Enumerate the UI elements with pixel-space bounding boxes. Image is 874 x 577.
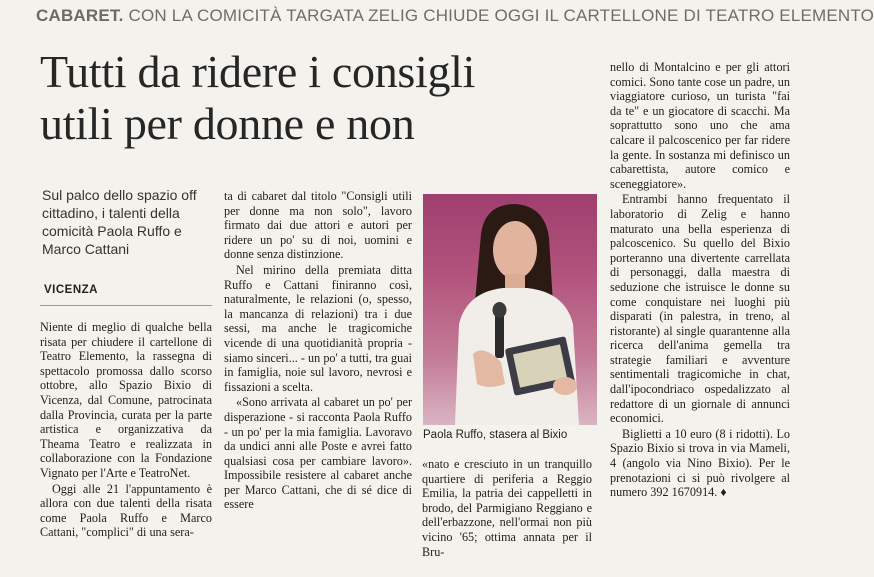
- article-headline: [40, 46, 600, 150]
- text-column-2: [224, 189, 412, 513]
- headline-line-1: Tutti da ridere i consigli: [40, 46, 476, 97]
- text-column-1: [40, 320, 212, 541]
- article-subtitle: Sul palco dello spazio off cittadino, i talenti della comicità Paola Ruffo e Marco Cattani: [42, 187, 197, 257]
- photo-illustration: [423, 194, 597, 425]
- paragraph: nello di Montalcino e per gli attori comici. Sono tante cose un padre, un viaggiatore curioso, un turista "fai da te" e un giocatore di scacchi. Ma soprattutto sono uno che ama calcare il palcoscenico per far ridere la gente. In sostanza mi definisco un cabarettista, autore comico e sceneggiatore».: [610, 60, 790, 191]
- headline-line-2: utili per donne e non: [40, 98, 415, 149]
- paragraph: ta di cabaret dal titolo "Consigli utili per donne ma non solo", lavoro firmato dai due attori e autori per ridere un po' su di noi, uomini e donne senza distinzione.: [224, 189, 412, 262]
- dateline: VICENZA: [44, 284, 98, 296]
- kicker-text: CON LA COMICITÀ TARGATA ZELIG CHIUDE OGGI IL CARTELLONE DI TEATRO ELEMENTO: [128, 6, 874, 25]
- text-column-3: [422, 457, 592, 560]
- paragraph: Niente di meglio di qualche bella risata per chiudere il cartellone di Teatro Elemento, la rassegna di spettacolo promossa dallo scorso ottobre, allo Spazio Bixio di Vicenza, dal Comune, patrocinata dalla Provincia, curata per la parte artistica e organizzativa da Theama Teatro e realizzata in collaborazione con la Fondazione Vignato per l'Arte e TeatroNet.: [40, 320, 212, 480]
- paragraph: Entrambi hanno frequentato il laboratorio di Zelig e hanno maturato una bella esperienza di palcoscenico. Su quello del Bixio porteranno una divertente carrellata di personaggi, dalla maestra di seduzione che istruisce le donne su come conquistare nei luoghi più disparati (in palestra, in treno, al ristorante) al single quarantenne alla ricerca dell'anima gemella tra strategie familiari e avventure sentimentali tragicomiche in chat, dall'ipocondriaco ospedalizzato al redattore di un giornale di annunci economici.: [610, 192, 790, 426]
- paragraph: Nel mirino della premiata ditta Ruffo e Cattani finiranno così, naturalmente, le relazioni (o, spesso, la mancanza di relazioni) tra i due sessi, ma anche le tragicomiche vicende di una quotidianità propria - siamo sinceri... - un po' a tutti, tra guai in famiglia, noie sul lavoro, nevrosi e fissazioni a scelta.: [224, 262, 412, 394]
- text-column-4: [610, 60, 790, 501]
- photo-caption: Paola Ruffo, stasera al Bixio: [423, 429, 568, 441]
- paragraph: «nato e cresciuto in un tranquillo quartiere di periferia a Reggio Emilia, la patria dei cappelletti in brodo, del Parmigiano Reggiano e dell'erbazzone, nell'ormai non più vicino '65; ottima annata per il Bru-: [422, 457, 592, 559]
- paragraph: «Sono arrivata al cabaret un po' per disperazione - si racconta Paola Ruffo - un po' per la mia famiglia. Lavoravo da undici anni alle Poste e avrei fatto qualsiasi cosa per cambiare lavoro». Impossibile resistere al cabaret anche per Marco Cattani, che di sé dice di essere: [224, 395, 412, 512]
- dateline-divider: [40, 305, 212, 306]
- kicker-section: CABARET.: [36, 6, 124, 25]
- paragraph: Biglietti a 10 euro (8 i ridotti). Lo Spazio Bixio si trova in via Mameli, 4 (angolo via Nino Bixio). Per le prenotazioni ci si può rivolgere al numero 392 1670914. ♦: [610, 426, 790, 500]
- article-photo: [423, 194, 597, 425]
- article-kicker: [36, 6, 874, 26]
- paragraph: Oggi alle 21 l'appuntamento è allora con due talenti della risata come Paola Ruffo e Marco Cattani, "complici" di una sera-: [40, 481, 212, 540]
